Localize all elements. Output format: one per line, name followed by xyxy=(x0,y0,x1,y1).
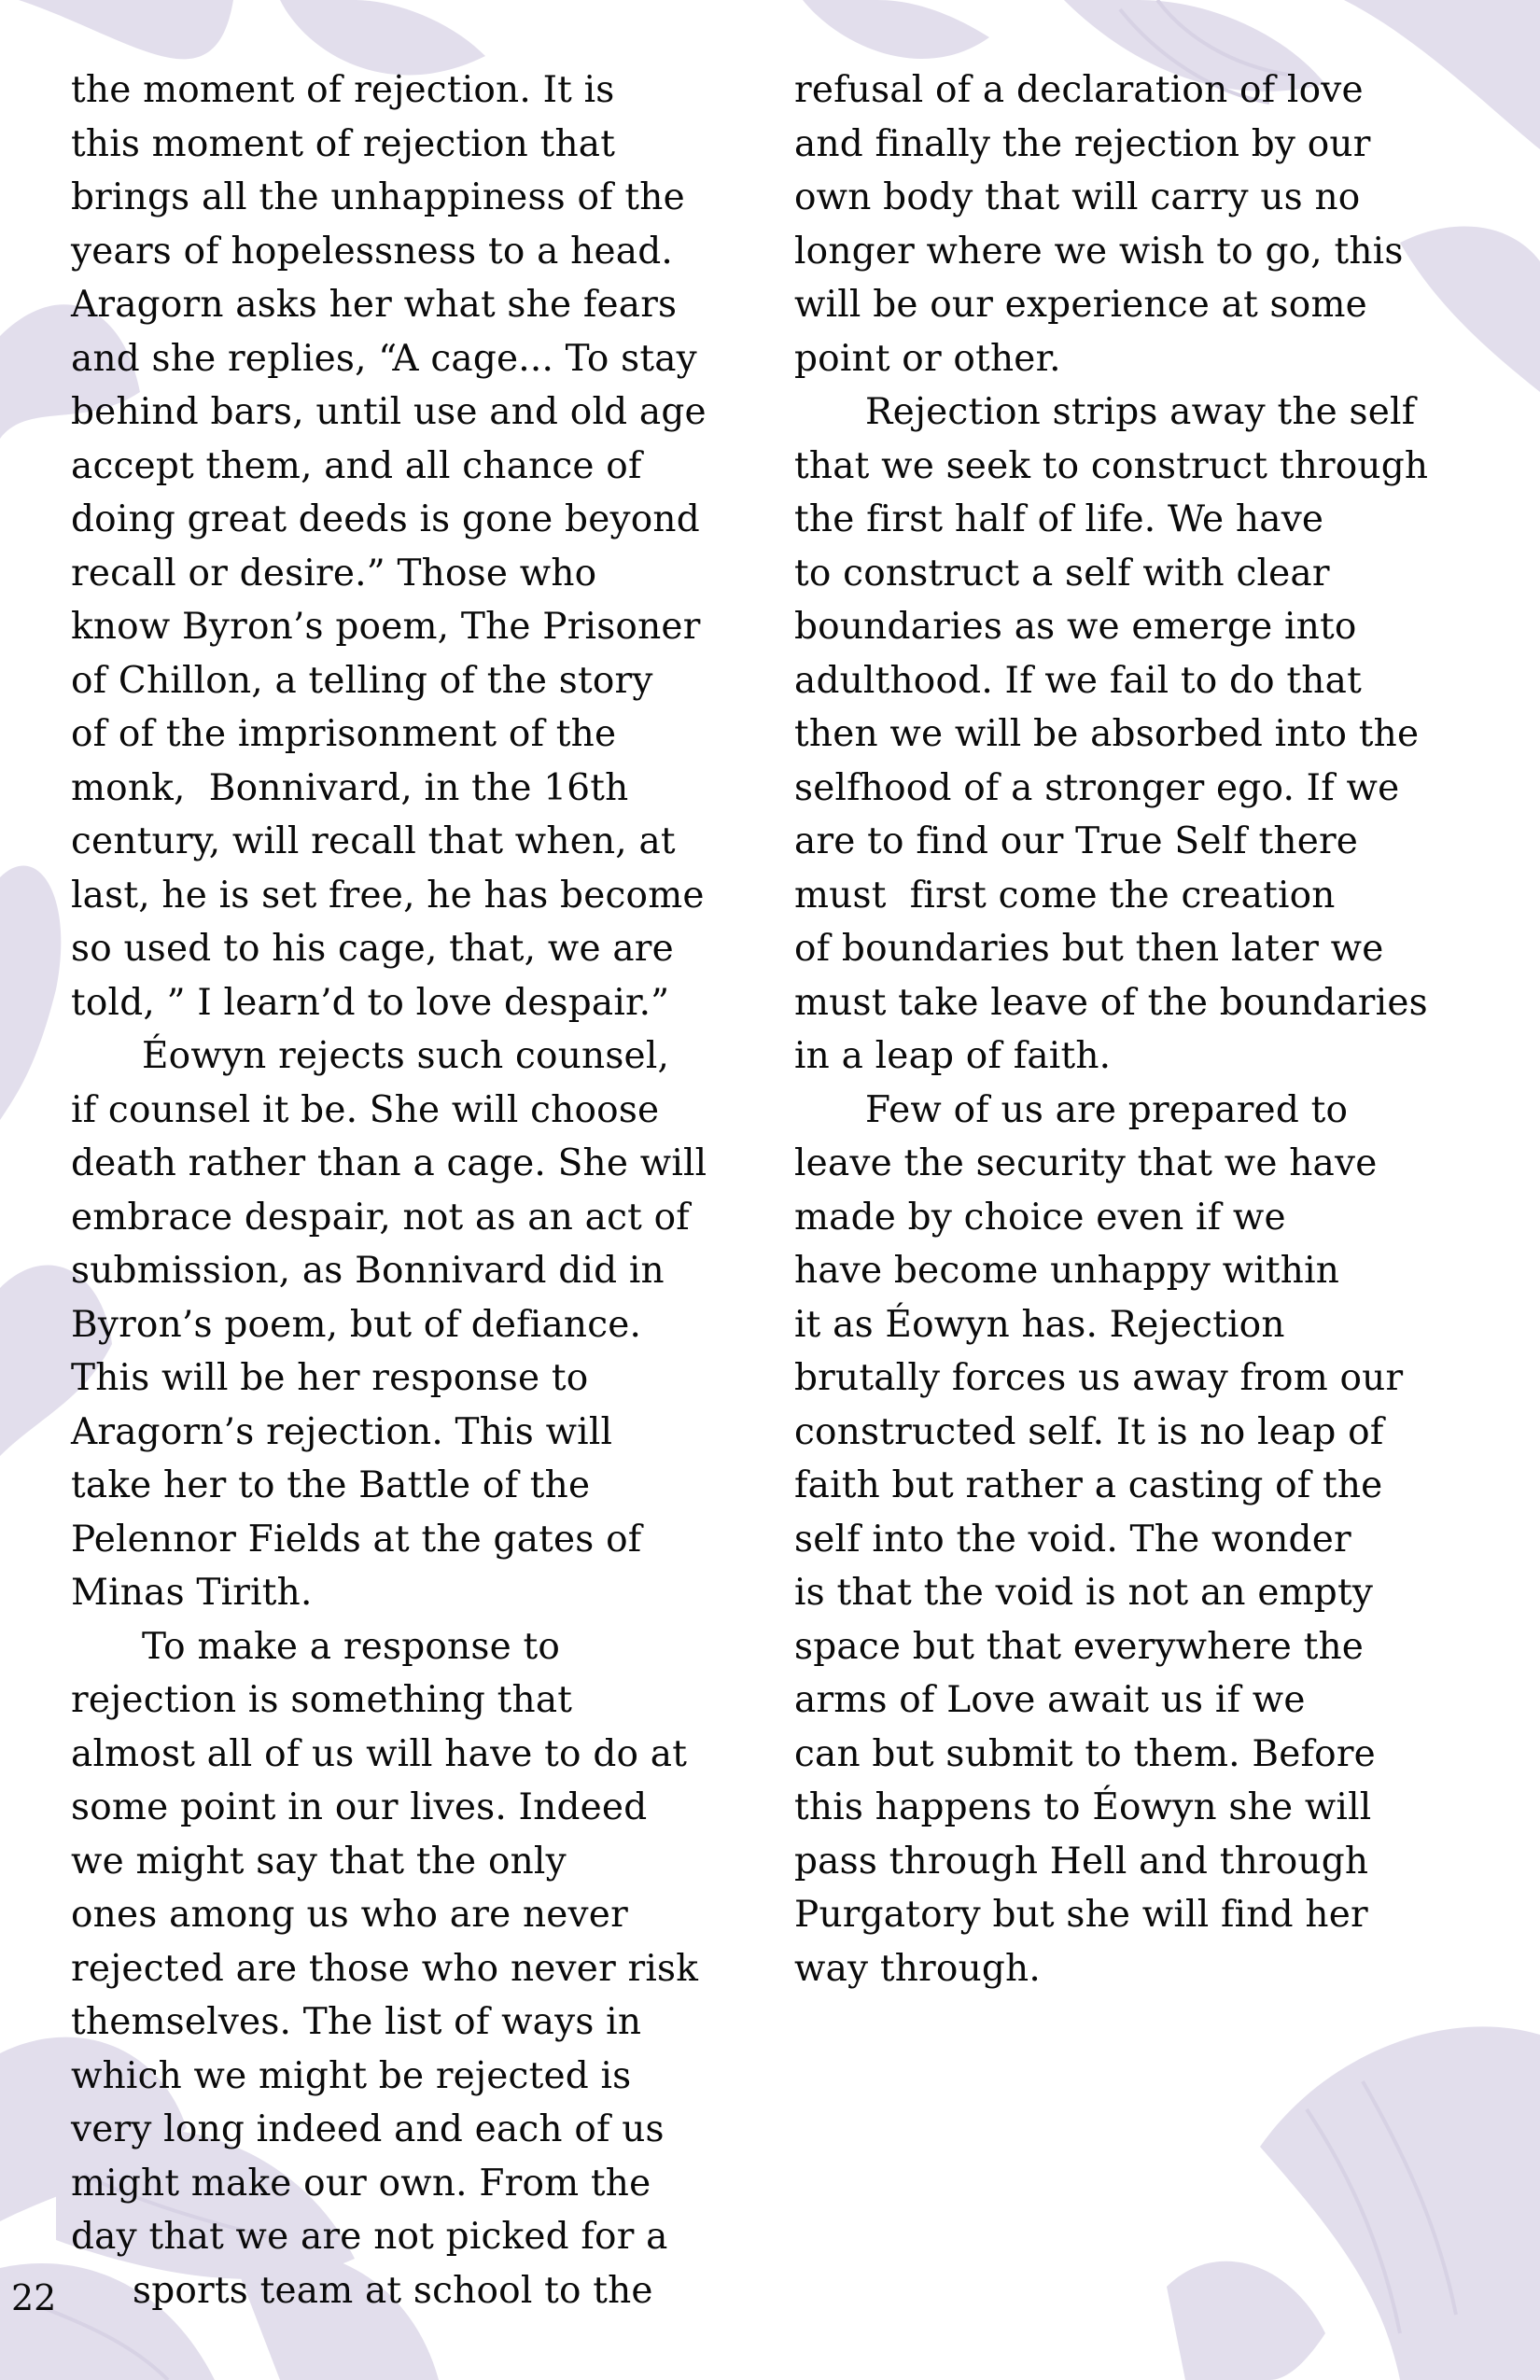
text-line: have become unhappy within xyxy=(794,1250,1340,1292)
text-line: This will be her response to xyxy=(71,1357,589,1399)
text-line: themselves. The list of ways in xyxy=(71,2001,642,2043)
text-line: sports team at school to the xyxy=(133,2269,653,2312)
text-line: Minas Tirith. xyxy=(71,1572,313,1614)
right-text-column xyxy=(794,63,1485,1995)
text-line: and finally the rejection by our xyxy=(794,122,1371,165)
text-line: century, will recall that when, at xyxy=(71,820,676,862)
text-line: space but that everywhere the xyxy=(794,1625,1365,1668)
text-line: arms of Love await us if we xyxy=(794,1679,1306,1721)
text-line: accept them, and all chance of xyxy=(71,444,642,487)
text-line: brings all the unhappiness of the xyxy=(71,176,685,218)
text-line: Byron’s poem, but of defiance. xyxy=(71,1303,642,1346)
text-line: this happens to Éowyn she will xyxy=(794,1786,1372,1828)
text-line: must first come the creation xyxy=(794,874,1336,917)
paragraph-start-line: Few of us are prepared to xyxy=(865,1088,1349,1131)
text-line: of Chillon, a telling of the story xyxy=(71,659,653,702)
text-line: constructed self. It is no leap of xyxy=(794,1410,1384,1453)
text-line: years of hopelessness to a head. xyxy=(71,230,673,273)
text-line: leave the security that we have xyxy=(794,1142,1378,1184)
text-line: death rather than a cage. She will xyxy=(71,1142,707,1184)
text-line: faith but rather a casting of the xyxy=(794,1464,1383,1506)
text-line: which we might be rejected is xyxy=(71,2054,632,2097)
text-line: of of the imprisonment of the xyxy=(71,713,617,755)
text-line: point or other. xyxy=(794,337,1061,380)
page-number: 22 xyxy=(11,2277,57,2318)
left-text-column xyxy=(71,63,762,2317)
text-line: can but submit to them. Before xyxy=(794,1732,1376,1775)
text-line: made by choice even if we xyxy=(794,1196,1286,1239)
text-line: and she replies, “A cage... To stay xyxy=(71,337,697,380)
text-line: refusal of a declaration of love xyxy=(794,69,1364,111)
paragraph-start-line: Éowyn rejects such counsel, xyxy=(142,1035,670,1077)
text-line: this moment of rejection that xyxy=(71,122,616,165)
text-line: to construct a self with clear xyxy=(794,552,1330,595)
text-line: in a leap of faith. xyxy=(794,1035,1112,1077)
text-line: must take leave of the boundaries xyxy=(794,981,1428,1024)
text-line: brutally forces us away from our xyxy=(794,1357,1404,1399)
text-line: ones among us who are never xyxy=(71,1894,628,1936)
text-line: of boundaries but then later we xyxy=(794,928,1384,970)
text-line: behind bars, until use and old age xyxy=(71,391,707,433)
text-line: longer where we wish to go, this xyxy=(794,230,1404,273)
text-line: Pelennor Fields at the gates of xyxy=(71,1518,642,1561)
text-line: that we seek to construct through xyxy=(794,444,1429,487)
text-line: doing great deeds is gone beyond xyxy=(71,498,700,540)
text-line: if counsel it be. She will choose xyxy=(71,1088,660,1131)
text-line: own body that will carry us no xyxy=(794,176,1361,218)
text-line: day that we are not picked for a xyxy=(71,2216,668,2258)
text-line: might make our own. From the xyxy=(71,2162,651,2205)
text-line: are to find our True Self there xyxy=(794,820,1359,862)
text-line: selfhood of a stronger ego. If we xyxy=(794,766,1400,809)
text-line: rejection is something that xyxy=(71,1679,573,1721)
text-line: Aragorn asks her what she fears xyxy=(71,284,678,326)
text-line: pass through Hell and through xyxy=(794,1840,1369,1883)
text-line: rejected are those who never risk xyxy=(71,1947,699,1990)
text-line: told, ” I learn’d to love despair.” xyxy=(71,981,670,1024)
text-line: the moment of rejection. It is xyxy=(71,69,615,111)
text-line: way through. xyxy=(794,1947,1041,1990)
text-line: we might say that the only xyxy=(71,1840,567,1883)
text-line: embrace despair, not as an act of xyxy=(71,1196,690,1239)
text-line: recall or desire.” Those who xyxy=(71,552,597,595)
text-line: monk, Bonnivard, in the 16th xyxy=(71,766,629,809)
text-line: will be our experience at some xyxy=(794,284,1367,326)
text-line: the first half of life. We have xyxy=(794,498,1324,540)
text-line: some point in our lives. Indeed xyxy=(71,1786,648,1828)
text-line: self into the void. The wonder xyxy=(794,1518,1351,1561)
text-line: almost all of us will have to do at xyxy=(71,1732,688,1775)
paragraph-start-line: Rejection strips away the self xyxy=(865,391,1416,433)
text-line: so used to his cage, that, we are xyxy=(71,928,674,970)
text-line: know Byron’s poem, The Prisoner xyxy=(71,606,701,648)
text-line: very long indeed and each of us xyxy=(71,2108,665,2150)
text-line: last, he is set free, he has become xyxy=(71,874,705,917)
text-line: adulthood. If we fail to do that xyxy=(794,659,1362,702)
text-line: take her to the Battle of the xyxy=(71,1464,591,1506)
paragraph-start-line: To make a response to xyxy=(142,1625,560,1668)
text-line: is that the void is not an empty xyxy=(794,1572,1374,1614)
text-line: submission, as Bonnivard did in xyxy=(71,1250,665,1292)
text-line: boundaries as we emerge into xyxy=(794,606,1357,648)
text-line: it as Éowyn has. Rejection xyxy=(794,1303,1285,1346)
text-line: Aragorn’s rejection. This will xyxy=(71,1410,613,1453)
text-line: then we will be absorbed into the xyxy=(794,713,1420,755)
text-line: Purgatory but she will find her xyxy=(794,1894,1368,1936)
